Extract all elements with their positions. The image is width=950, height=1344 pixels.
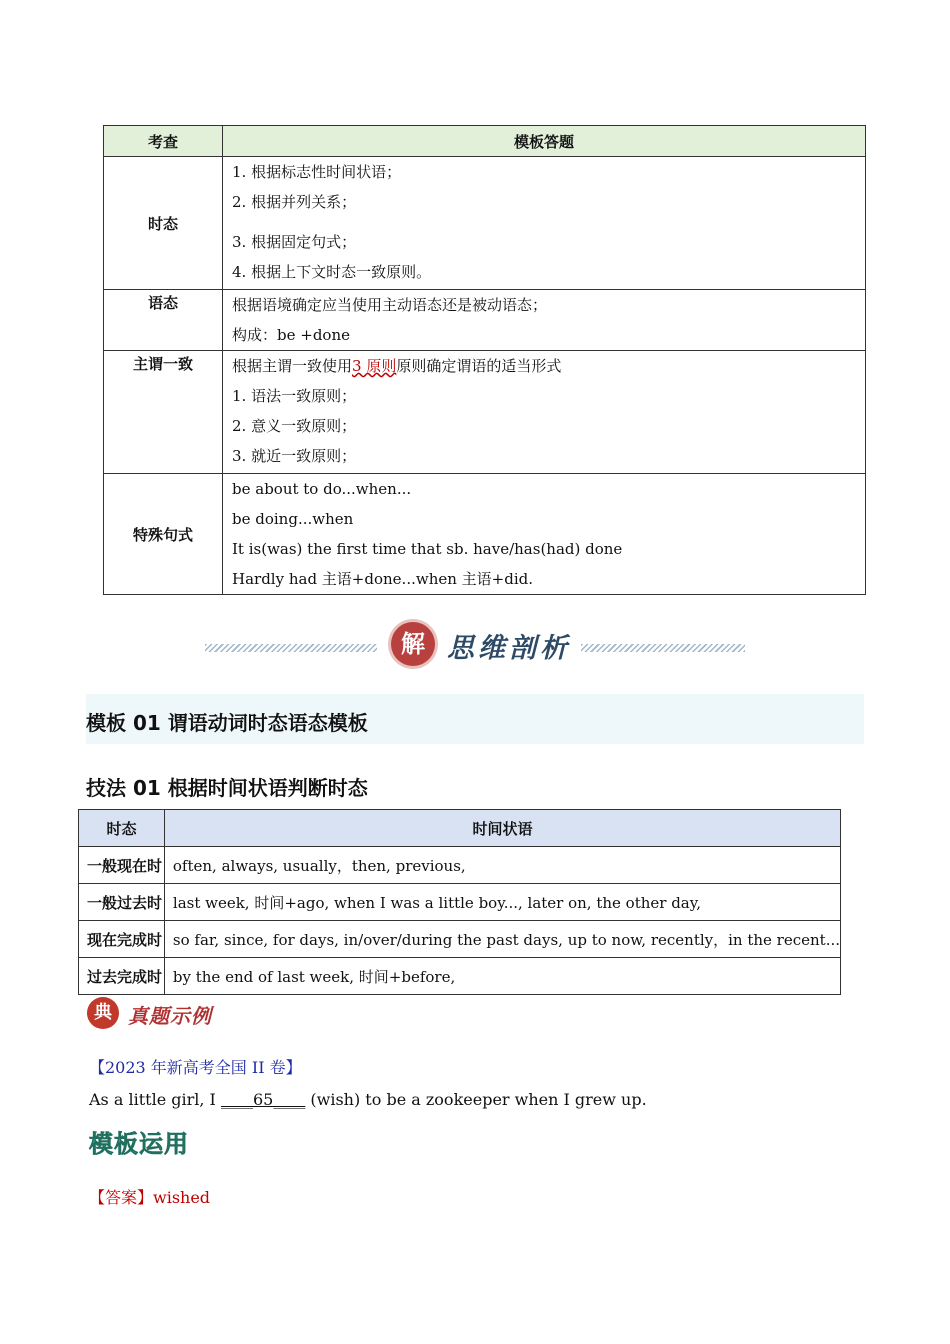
tense-cell: 现在完成时	[79, 921, 165, 958]
adverbial-cell: so far, since, for days, in/over/during the past days, up to now, recently，in the recent...	[164, 921, 840, 958]
row-category: 主谓一致	[104, 351, 223, 474]
content-line: 构成：be +done	[232, 326, 350, 344]
exam-source: 【2023 年新高考全国 II 卷】	[89, 1058, 302, 1077]
table-row	[104, 351, 866, 474]
tense-cell: 一般过去时	[79, 884, 165, 921]
answer-text: 【答案】wished	[89, 1188, 211, 1207]
dian-badge-icon: 典	[87, 997, 119, 1029]
content-line: 2. 根据并列关系；	[232, 193, 357, 211]
content-text: 原则确定谓语的适当形式	[396, 357, 562, 375]
table-header-row	[79, 810, 841, 847]
table-row	[104, 290, 866, 351]
content-line: 4. 根据上下文时态一致原则。	[232, 263, 432, 281]
jie-badge-icon: 解	[391, 622, 435, 666]
content-text: 根据主谓一致使用	[232, 357, 353, 375]
content-line: 1. 语法一致原则；	[232, 387, 357, 405]
table-row	[104, 157, 866, 290]
row-content	[223, 351, 866, 474]
technique-title: 技法 01 根据时间状语判断时态	[86, 776, 368, 800]
tense-cell: 过去完成时	[79, 958, 165, 995]
content-line: Hardly had 主语+done...when 主语+did.	[232, 570, 533, 588]
row-content	[223, 474, 866, 595]
example-badge	[84, 994, 224, 1034]
divider-title: 思维剖析	[447, 633, 571, 664]
table-row	[104, 474, 866, 595]
content-line: It is(was) the first time that sb. have/has(had) done	[232, 540, 623, 558]
exam-template-table	[103, 125, 866, 595]
table-row	[79, 847, 841, 884]
content-line: 3. 就近一致原则；	[232, 447, 357, 465]
table-header-cell: 模板答题	[223, 126, 866, 157]
content-line: 1. 根据标志性时间状语；	[232, 163, 402, 181]
table-header-cell: 时间状语	[164, 810, 840, 847]
content-line: be doing...when	[232, 510, 354, 528]
table-row	[79, 958, 841, 995]
question-blank: ____65____	[220, 1090, 306, 1109]
row-category: 特殊句式	[104, 474, 223, 595]
table-row	[79, 921, 841, 958]
adverbial-cell: by the end of last week, 时间+before,	[164, 958, 840, 995]
content-line: be about to do...when...	[232, 480, 412, 498]
content-line: 2. 意义一致原则；	[232, 417, 357, 435]
module-title: 模板 01 谓语动词时态语态模板	[86, 711, 368, 735]
adverbial-cell: last week, 时间+ago, when I was a little boy..., later on, the other day,	[164, 884, 840, 921]
question-pre: As a little girl, I	[89, 1090, 221, 1109]
table-header-row	[104, 126, 866, 157]
table-row	[79, 884, 841, 921]
question-text	[89, 1090, 647, 1109]
question-post: (wish) to be a zookeeper when I grew up.	[305, 1090, 647, 1109]
tense-adverbial-table	[78, 809, 841, 995]
row-category: 语态	[104, 290, 223, 351]
example-label: 真题示例	[128, 1004, 212, 1028]
apply-title: 模板运用	[89, 1130, 189, 1158]
row-content	[223, 290, 866, 351]
content-line: 根据语境确定应当使用主动语态还是被动语态；	[232, 296, 548, 314]
content-line: 3. 根据固定句式；	[232, 233, 357, 251]
table-header-cell: 时态	[79, 810, 165, 847]
divider-hatch-left	[205, 644, 377, 652]
highlight-text: 3 原则	[352, 357, 397, 375]
adverbial-cell: often, always, usually，then, previous,	[164, 847, 840, 884]
section-divider	[205, 620, 745, 670]
tense-cell: 一般现在时	[79, 847, 165, 884]
content-line	[232, 351, 865, 381]
table-header-cell: 考查	[104, 126, 223, 157]
row-category: 时态	[104, 157, 223, 290]
divider-hatch-right	[581, 644, 745, 652]
row-content	[223, 157, 866, 290]
